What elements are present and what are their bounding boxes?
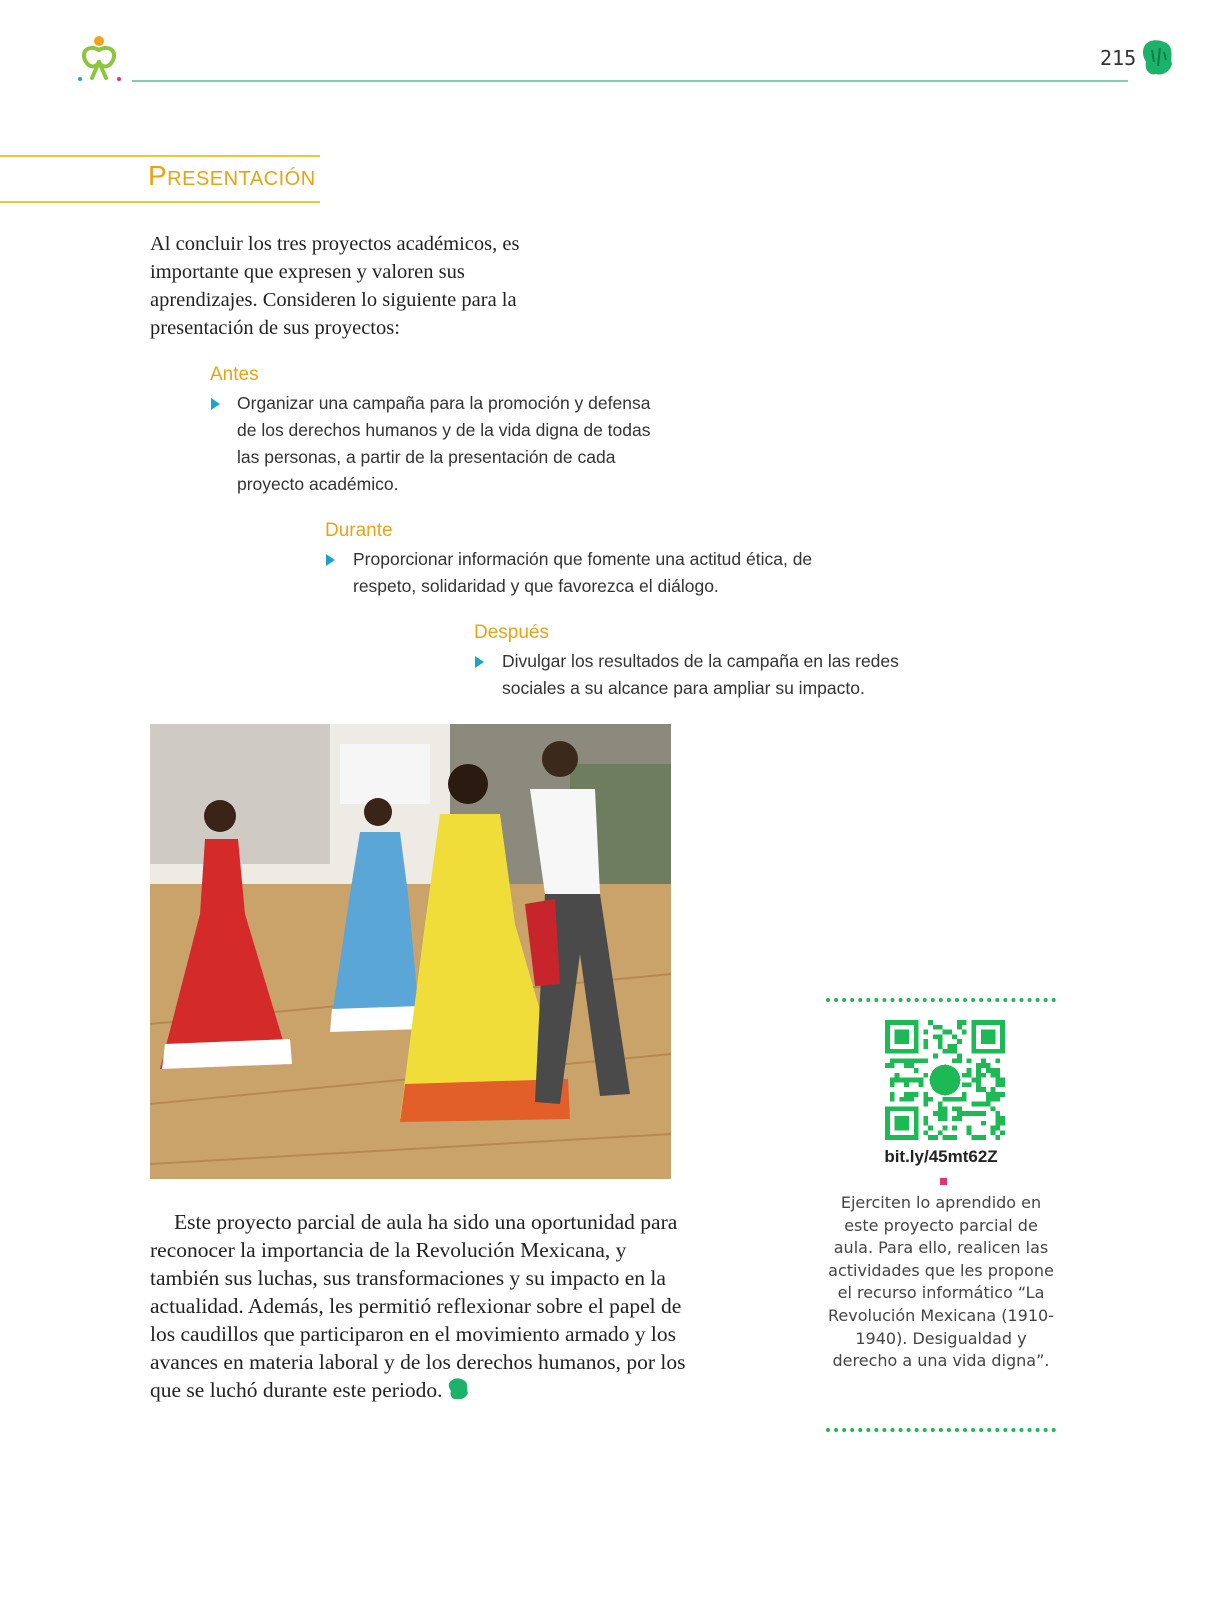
step-heading-durante: Durante (325, 520, 393, 541)
sidebar-dotted-rule-bottom (826, 1428, 1056, 1432)
step-text-antes: Organizar una campaña para la promoción y defensa de los derechos humanos y de la vida digna de todas las personas, a partir de la presentación de cada proyecto académico. (237, 393, 651, 494)
sidebar-dotted-rule-top (826, 998, 1056, 1002)
closing-paragraph-text: Este proyecto parcial de aula ha sido una oportunidad para reconocer la importancia de la Revolución Mexicana, y también sus luchas, sus transformaciones y su impacto en la actualidad. Además, les permitió reflexionar sobre el papel de los caudillos que participaron en el movimiento armado y los avances en materia laboral y de los derechos humanos, por los que se luchó durante este periodo. (150, 1210, 686, 1402)
page-number: 215 (1100, 46, 1137, 70)
triangle-bullet-icon (475, 656, 484, 668)
section-title: Presentación (148, 160, 316, 191)
step-text-durante: Proporcionar información que fomente una actitud ética, de respeto, solidaridad y que favorezca el diálogo. (353, 549, 813, 596)
sidebar-text: Ejerciten lo aprendido en este proyecto parcial de aula. Para ello, realicen las actividades que les propone el recurso informático “La Revolución Mexicana (1910-1940). Desigualdad y derecho a una vida digna”. (828, 1193, 1054, 1371)
dancers-photo (150, 724, 671, 1179)
sprout-figure-icon (74, 34, 124, 84)
header-rule (132, 80, 1128, 82)
green-glyph-icon (447, 1377, 469, 1401)
step-heading-antes: Antes (210, 364, 259, 385)
green-glyph-icon (1140, 38, 1174, 78)
closing-paragraph (150, 1208, 695, 1404)
triangle-bullet-icon (326, 554, 335, 566)
resource-link[interactable]: bit.ly/45mt62Z (884, 1147, 998, 1166)
section-rule-bottom (0, 201, 320, 203)
step-heading-despues: Después (474, 622, 549, 643)
intro-paragraph: Al concluir los tres proyectos académicos, es importante que expresen y valoren sus aprendizajes. Consideren lo siguiente para la presentación de sus proyectos: (150, 233, 520, 339)
qr-code-icon[interactable] (885, 1020, 1005, 1140)
triangle-bullet-icon (211, 398, 220, 410)
pink-square-icon (940, 1178, 947, 1185)
section-rule-top (0, 155, 320, 157)
step-text-despues: Divulgar los resultados de la campaña en las redes sociales a su alcance para ampliar su impacto. (502, 651, 899, 698)
